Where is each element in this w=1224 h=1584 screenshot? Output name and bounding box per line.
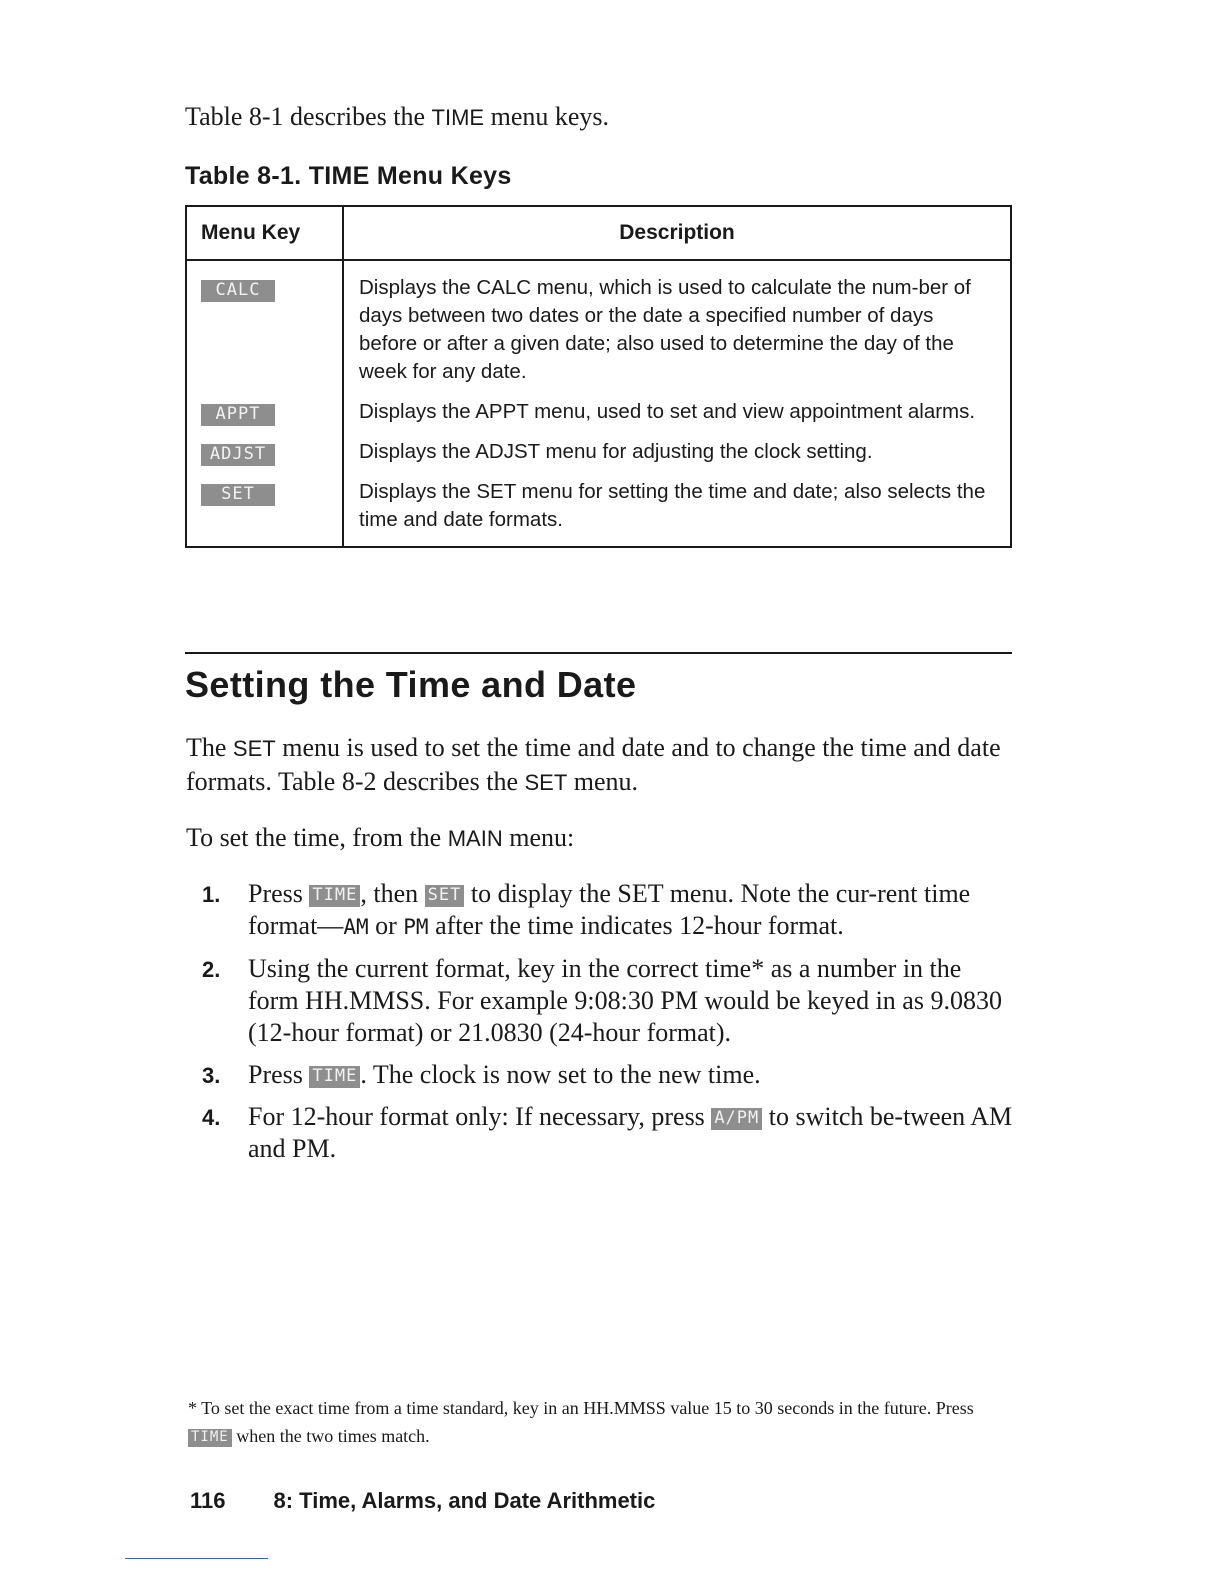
lcd-am: AM (343, 915, 369, 939)
table-row (186, 386, 1011, 426)
menu-key-appt: APPT (201, 404, 275, 426)
chapter-title: 8: Time, Alarms, and Date Arithmetic (273, 1488, 656, 1513)
column-header-description: Description (343, 206, 1011, 260)
menu-key-calc: CALC (201, 280, 275, 302)
step-3: 3. Press TIME . The clock is now set to the new time. (202, 1060, 761, 1089)
section-divider (185, 652, 1012, 654)
key-time: TIME (309, 885, 360, 907)
page-number: 116 (190, 1488, 226, 1513)
setting-steps (186, 878, 1016, 1175)
key-am-pm: A/PM (711, 1108, 762, 1130)
time-menu-keys-table (185, 205, 1012, 548)
menu-key-set: SET (201, 484, 275, 506)
row-description: Displays the ADJST menu for adjusting the clock setting. (359, 440, 873, 463)
lcd-pm: PM (403, 915, 429, 939)
time-keyword: TIME (431, 105, 485, 130)
instruction-lead: To set the time, from the MAIN menu: (186, 823, 575, 852)
intro-sentence: Table 8-1 describes the TIME menu keys. (185, 102, 610, 131)
key-time: TIME (309, 1066, 360, 1088)
table-caption: Table 8-1. TIME Menu Keys (185, 162, 512, 190)
step-4: 4. For 12-hour format only: If necessary, press A/PM to switch be-tween AM and PM. (202, 1102, 1013, 1163)
scan-edge-line (125, 1558, 268, 1559)
step-2: 2. Using the current format, key in the correct time* as a number in the form HH.MMSS. For example 9:08:30 PM would be keyed in as 9.0830 (12-hour format) or 21.0830 (24-hour format). (202, 954, 1002, 1047)
main-keyword: MAIN (447, 826, 503, 851)
row-description: Displays the APPT menu, used to set and view appointment alarms. (359, 400, 976, 423)
table-row (186, 260, 1011, 386)
column-header-menu-key: Menu Key (186, 206, 343, 260)
table-row (186, 466, 1011, 547)
row-description: Displays the CALC menu, which is used to calculate the num-ber of days between two dates or the date a specified number of days before or after a given date; also used to determine the day of the week for any date. (359, 276, 971, 383)
row-description: Displays the SET menu for setting the time and date; also selects the time and date formats. (359, 480, 986, 531)
section-paragraph: The SET menu is used to set the time and date and to change the time and date formats. Table 8-2 describes the SET menu. (186, 733, 1001, 796)
key-time: TIME (188, 1429, 232, 1447)
section-heading: Setting the Time and Date (185, 664, 637, 705)
key-set: SET (425, 885, 465, 907)
step-1: 1. Press TIME , then SET to display the SET menu. Note the cur-rent time format—AM or PM after the time indicates 12-hour format. (202, 879, 971, 940)
set-keyword: SET (524, 770, 568, 795)
footnote: * To set the exact time from a time standard, key in an HH.MMSS value 15 to 30 seconds in the future. Press TIME when the two times match. (188, 1398, 974, 1446)
page-footer (190, 1488, 655, 1514)
set-keyword: SET (232, 736, 276, 761)
table-row (186, 426, 1011, 466)
menu-key-adjst: ADJST (201, 444, 275, 466)
